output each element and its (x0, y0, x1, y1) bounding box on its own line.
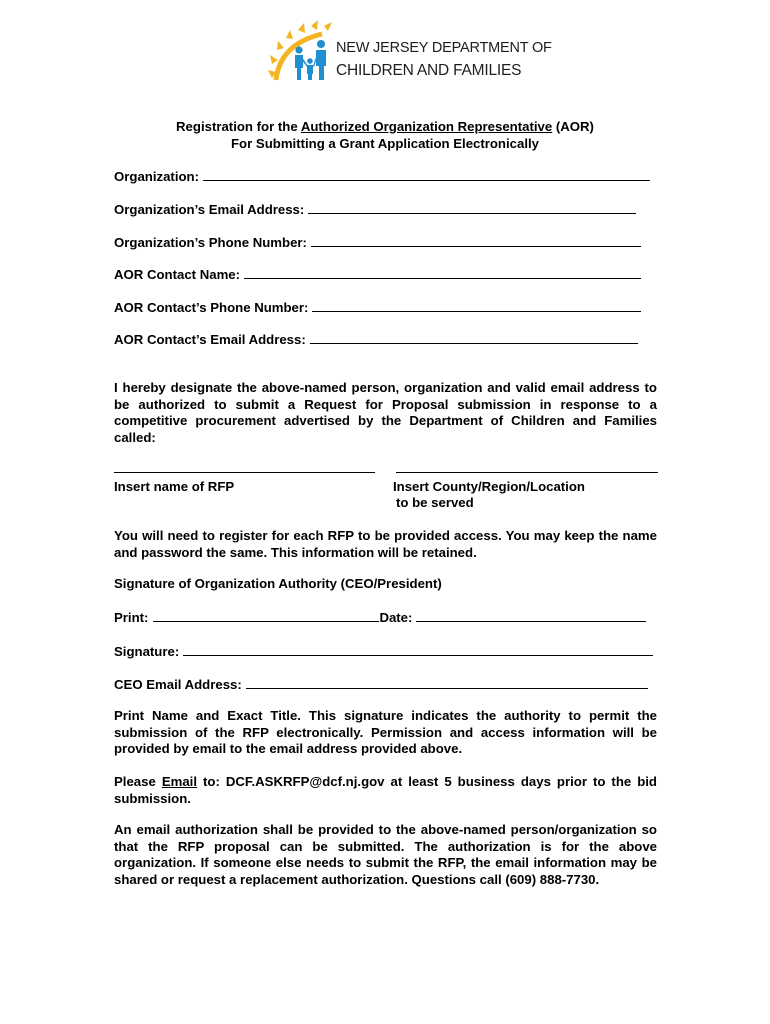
aor-email-label: AOR Contact’s Email Address: (114, 332, 306, 347)
email-instruction-rest: to: DCF.ASKRFP@dcf.nj.gov at least 5 business days prior to the bid submission. (114, 774, 657, 806)
date-input-line[interactable] (416, 609, 646, 622)
title-underlined: Authorized Organization Representative (300, 119, 553, 134)
org-phone-label: Organization’s Phone Number: (114, 235, 307, 250)
signature-input-line[interactable] (183, 643, 653, 656)
signature-row (114, 643, 653, 659)
title-prefix: Registration for the (176, 119, 301, 134)
org-email-input-line[interactable] (308, 201, 636, 214)
ceo-email-label: CEO Email Address: (114, 677, 242, 692)
aor-name-label: AOR Contact Name: (114, 267, 241, 282)
print-input-line[interactable] (153, 609, 379, 622)
aor-name-input-line[interactable] (244, 266, 641, 279)
aor-phone-input-line[interactable] (312, 299, 641, 312)
org-email-label: Organization’s Email Address: (114, 202, 305, 217)
print-name-paragraph: Print Name and Exact Title. This signature indicates the authority to permit the submission of the RFP electronically. Permission and access information will be provided by email to the email address provided above. (114, 708, 657, 756)
ceo-email-input-line[interactable] (246, 676, 648, 689)
rfp-name-label: Insert name of RFP (114, 479, 235, 494)
print-label: Print: (114, 610, 149, 625)
logo-text-line1: NEW JERSEY DEPARTMENT OF (336, 40, 552, 56)
form-title (0, 119, 770, 134)
print-date-row (114, 609, 646, 625)
org-phone-field (114, 234, 641, 250)
email-link[interactable]: Email (161, 774, 197, 789)
designation-paragraph: I hereby designate the above-named person, organization and valid email address to be authorized to submit a Request for Proposal submission in response to a competitive procurement advertised by the Department of Children and Families called: (114, 380, 657, 445)
email-instruction (114, 774, 657, 807)
aor-email-input-line[interactable] (310, 331, 638, 344)
register-paragraph: You will need to register for each RFP to be provided access. You may keep the name and password the same. This information will be retained. (114, 528, 657, 560)
aor-email-field (114, 331, 638, 347)
organization-label: Organization: (114, 169, 199, 184)
rfp-county-label-2: to be served (396, 495, 474, 510)
organization-field (114, 168, 650, 184)
rfp-county-input-line[interactable] (396, 472, 658, 473)
email-instruction-prefix: Please (114, 774, 162, 789)
organization-input-line[interactable] (203, 168, 650, 181)
rfp-name-input-line[interactable] (114, 472, 375, 473)
signature-label: Signature: (114, 644, 180, 659)
title-suffix: (AOR) (552, 119, 594, 134)
aor-phone-label: AOR Contact’s Phone Number: (114, 300, 309, 315)
ceo-email-row (114, 676, 648, 692)
dcf-logo (266, 14, 552, 86)
org-email-field (114, 201, 636, 217)
signature-heading: Signature of Organization Authority (CEO/President) (114, 576, 442, 591)
form-subtitle: For Submitting a Grant Application Electronically (231, 136, 539, 151)
org-phone-input-line[interactable] (311, 234, 641, 247)
logo-text-line2: CHILDREN AND FAMILIES (336, 62, 522, 79)
aor-name-field (114, 266, 641, 282)
rfp-county-label: Insert County/Region/Location (393, 479, 585, 494)
date-label: Date: (379, 610, 413, 625)
aor-phone-field (114, 299, 641, 315)
authorization-paragraph: An email authorization shall be provided to the above-named person/organization so that the RFP proposal can be submitted. The authorization is for the above organization. If someone else needs to submit the RFP, the email information may be shared or request a replacement authorization. Questions call (609) 888-7730. (114, 822, 657, 887)
